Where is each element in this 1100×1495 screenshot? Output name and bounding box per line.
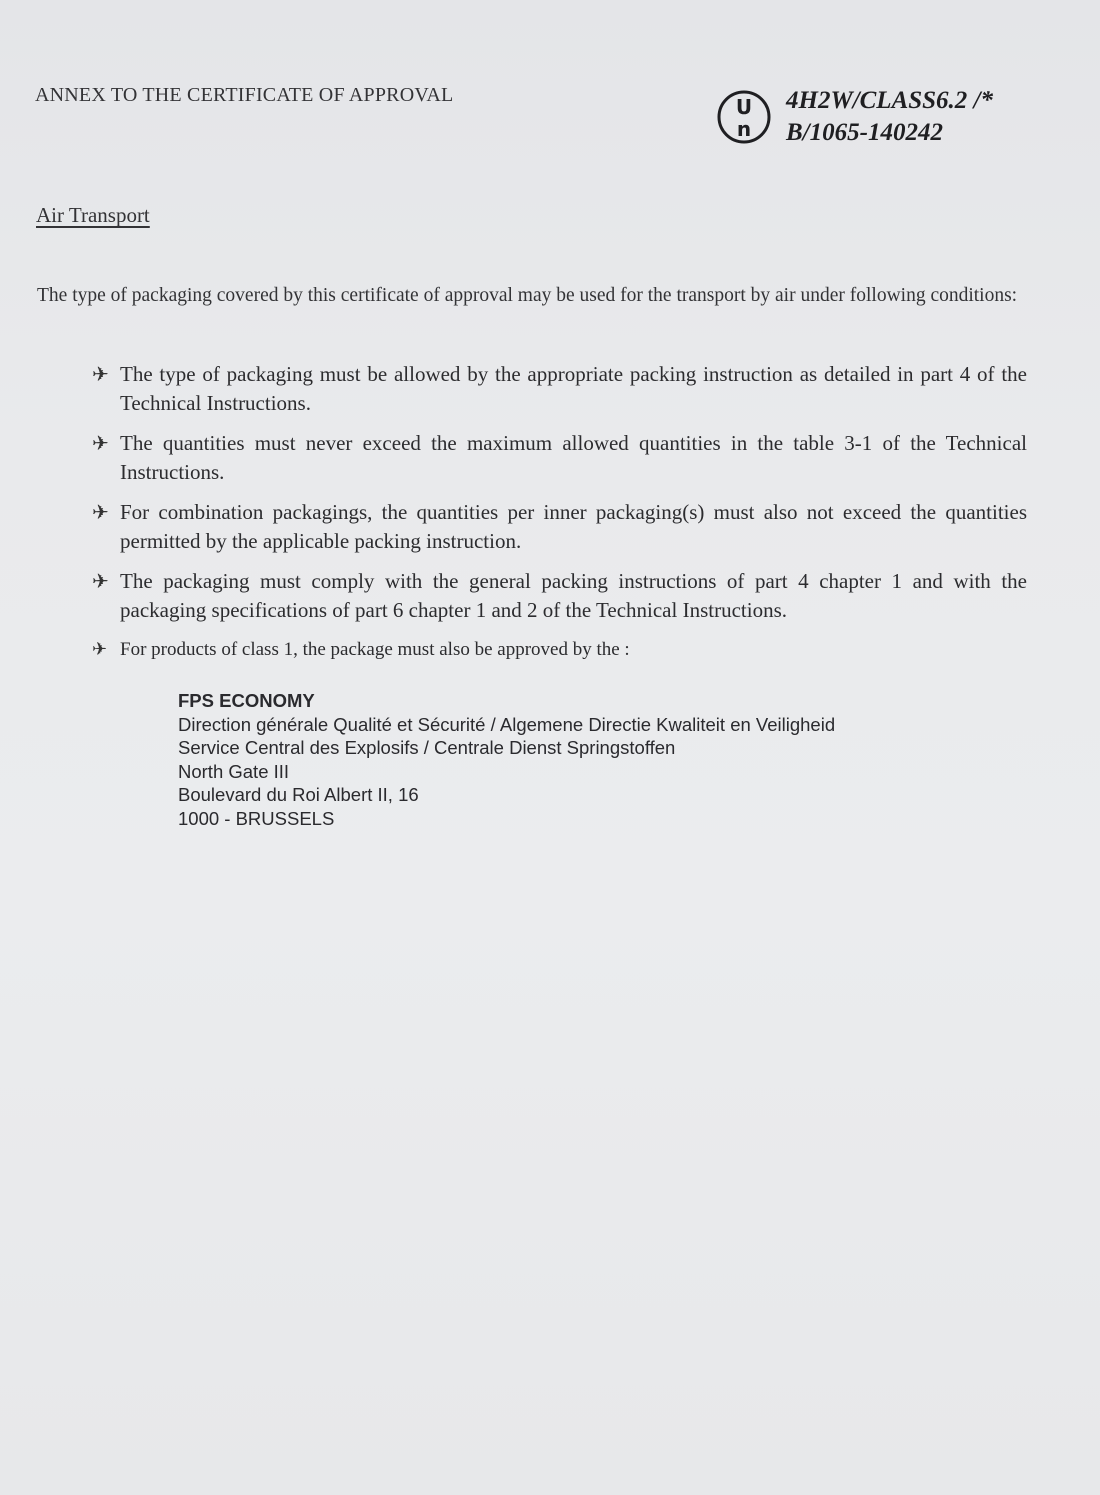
conditions-list xyxy=(92,360,1027,674)
un-packaging-mark xyxy=(716,85,1016,155)
section-heading: Air Transport xyxy=(36,203,150,227)
un-code-line-1: 4H2W/CLASS6.2 /* xyxy=(786,87,993,114)
address-line: Service Central des Explosifs / Centrale Dienst Springstoffen xyxy=(178,737,676,758)
address-line: North Gate III xyxy=(178,760,290,782)
condition-item xyxy=(92,498,1027,556)
condition-text: The type of packaging must be allowed by the appropriate packing instruction as detailed in part 4 of the Technical Instructions. xyxy=(120,362,1027,415)
address-line: Boulevard du Roi Albert II, 16 xyxy=(178,784,419,805)
condition-item xyxy=(92,636,1027,663)
condition-text: For combination packagings, the quantities per inner packaging(s) must also not exceed the quantities permitted by the applicable packing instruction. xyxy=(120,500,1027,553)
airplane-icon: ✈ xyxy=(92,431,109,455)
un-code-line-2: B/1065-140242 xyxy=(786,119,943,146)
annex-title: ANNEX TO THE CERTIFICATE OF APPROVAL xyxy=(35,84,454,106)
condition-text: For products of class 1, the package must also be approved by the : xyxy=(120,639,630,660)
condition-item xyxy=(92,429,1027,487)
address-block xyxy=(178,689,835,830)
address-line: 1000 - BRUSSELS xyxy=(178,807,335,829)
un-packaging-symbol-icon xyxy=(716,85,772,149)
condition-text: The quantities must never exceed the maximum allowed quantities in the table 3-1 of the Technical Instructions. xyxy=(120,431,1027,484)
un-logo-letter-n: n xyxy=(736,117,752,141)
organization-name: FPS ECONOMY xyxy=(178,690,315,711)
condition-item xyxy=(92,360,1027,418)
airplane-icon: ✈ xyxy=(92,500,109,524)
airplane-icon: ✈ xyxy=(92,569,109,593)
address-line: Direction générale Qualité et Sécurité / Algemene Directie Kwaliteit en Veiligheid xyxy=(178,713,836,735)
intro-paragraph: The type of packaging covered by this certificate of approval may be used for the transport by air under following conditions: xyxy=(37,285,1018,306)
condition-text: The packaging must comply with the general packing instructions of part 4 chapter 1 and with the packaging specifications of part 6 chapter 1 and 2 of the Technical Instructions. xyxy=(120,569,1027,622)
airplane-icon: ✈ xyxy=(92,639,108,660)
condition-item xyxy=(92,567,1027,625)
airplane-icon: ✈ xyxy=(92,362,109,386)
un-code xyxy=(786,85,993,149)
un-logo-letter-u: U xyxy=(735,95,753,119)
